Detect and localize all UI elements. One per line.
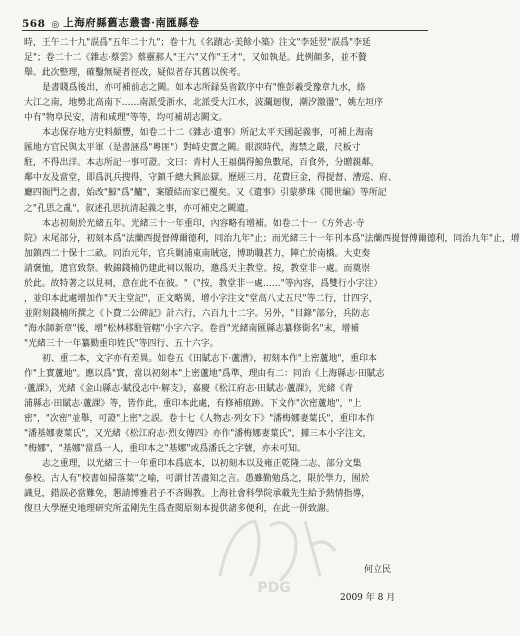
text-line: 中有"物阜民安，清和咸理"等等，均可補胡志闕文。: [24, 113, 228, 124]
text-line: 匯地方官民與太平軍（是書誣爲"粵匪"）對峙史實之闕。眼淚時代，海禁之嚴，尺板寸: [24, 143, 361, 154]
text-line: 時，王午二十九"誤爲"五年二十九"；卷十九《名蹟志·美餘小築》注文"李延翌"誤爲"李延: [24, 38, 371, 48]
text-line: "潘基娜妻葉氏"，又光緒《松江府志·烈女傳四》亦作"潘梅娜妻葉氏"，據三本小字注文，: [24, 429, 372, 440]
text-line: 本志初刻於光緒五年。光緒三十一年重印，內容略有增補。如卷二十一《方外志·寺: [42, 218, 365, 229]
running-header: [22, 8, 428, 31]
text-line: "光緒三十一年纂勤重印姓氏"等四行、五十六字。: [24, 338, 219, 349]
text-line: 請褒恤，遣官致祭。敕錦錢楠仍建此祠以報功，邀爲天主教堂。按，教堂非一處。而奠崇: [24, 263, 371, 274]
text-line: 舉。此次整理，確鑿無疑者徑改，疑似者存其舊以俟考。: [24, 68, 246, 79]
text-line: 院》末尾部分，初刻本爲"法蘭西提督傅爾德利，同治九年"止；而光緒三十一年刊本爲"法蘭西提督傅爾德利，同治九年"止，增: [24, 233, 520, 244]
signature-date: 2009 年 8 月: [340, 593, 396, 603]
body-text: [24, 36, 520, 518]
text-line: 初、重二本，文字亦有差異。如卷五《田賦志下·蘆漕》，初刻本作"上密蘆地"，重印本: [42, 353, 377, 364]
text-line: 浦縣志·田賦志·蘆課》等，皆作此，重印本此處，有修補痕跡。下文作"次密蘆地"，"上: [24, 399, 362, 410]
page-number: 568: [22, 18, 46, 30]
text-line: 鄰中友及當堂，即爲汎兵搜得，守鎮千總大興訟獄。歷經三月，花費巨金，得提督、漕巡、府、: [24, 173, 397, 184]
book-title: 上海府縣舊志叢書·南匯縣卷: [63, 17, 200, 29]
text-line: 加鎮西二十保十二畝。同治元年，官兵剿浦東南賊寇，博助職甚力，陣亡於南橋。大吏奏: [24, 248, 371, 259]
paragraph: [24, 457, 426, 517]
text-line: 參校。古人有"校書如掃落葉"之喻，可謂甘苦盡知之言。愚雖勤勉爲之，限於學力，囿於: [24, 474, 370, 485]
text-line: ，並印本此處增加作"天主堂記"，正文略異，增小字注文"堂高八丈五尺"等二行，廿四字，: [24, 293, 378, 304]
paragraph: [24, 217, 520, 352]
text-line: 是書賤爲後出，亦可補前志之闕。如本志所録吳省欽序中有"惟彭羲受豫章九水，絡: [42, 83, 366, 94]
text-line: 作"上實蘆地"。應以爲"實，當以初刻本"上密蘆地"爲準，理由有二：同治《上海縣志·田賦志: [24, 369, 385, 380]
text-line: 本志保存地方史料頗豐，如卷二十二《雜志·遺事》所記太平天國起義事，可補上海南: [42, 128, 374, 139]
text-line: 密"，"次密"並舉，可證"上密"之誤。卷十七《人物志·列女下》"潘梅娜妻葉氏"，重印本作: [24, 414, 375, 425]
text-line: 志之重理，以光緒三十一年重印本爲底本，以初刻本以及雍正乾隆二志、部分文集: [42, 459, 362, 470]
text-line: 並附刻錢楠所撰之《卜費二公碑記》計六行，六百九十二字。另外，"目錄"部分，兵防志: [24, 308, 370, 319]
text-line: 復旦大學歷史地理研究所孟剛先生爲查閱原刻本提供諸多便利，在此一併致謝。: [24, 504, 335, 515]
header-bullet-icon: ◎: [51, 20, 60, 30]
author-signature: 何立民: [364, 565, 392, 575]
paragraph: [24, 126, 426, 216]
text-line: 大江之南，地勢北高南下……南派受浙水，北派受大江水，波瀾迴復，潮汐激盪"，姚左垣序: [24, 98, 384, 109]
text-line: 足"；卷二十二《雜志·蔡雲》蔡靈郝人"王六"又作"王才"，又如執是。此例顔多，並不贅: [24, 53, 367, 64]
text-line: 駐，不得出洋。本志所記一事可證。文曰：青村人王福偶得鯨魚數尾，百食外，分贈親鄰。: [24, 158, 379, 169]
text-line: 之"孔思之亂"，叙述孔思抗清起義之事，亦可補史之闕遺。: [24, 203, 255, 214]
paragraph: [24, 36, 426, 81]
watermark-seal: [210, 506, 340, 596]
text-line: 於此。故特著之以見祠，意在此不在彼。"（"按，教堂非一處……"等內容，爲雙行小字注）: [24, 278, 383, 289]
text-line: ·蘆課》，光緒《金山縣志·賦役志中·解支》，嘉慶《松江府志·田賦志·蘆課》，光緒《青: [24, 384, 354, 395]
watermark-label: PDG: [257, 580, 291, 596]
paragraph: [24, 81, 426, 126]
text-line: 識見，錯誤必當難免，懇請博雅君子不吝賜教。上海社會科學院承載先生給予熱情指導，: [24, 489, 371, 500]
text-line: "梅娜"，"基娜"當爲一人，重印本之"基娜"或爲潘氏之字號，亦未可知。: [24, 444, 306, 455]
text-line: 廳四衙門之書，始改"鯨"爲"鱸"，案牘結而家已覆矣。又《遺事》引蒙夢珠《閱世編》等所記: [24, 188, 387, 199]
text-line: "海水師新章"後，增"松林移駐管轄"小字六字。卷首"光緒南匯縣志纂修銜名"末，增補: [24, 323, 360, 334]
paragraph: [24, 352, 426, 457]
